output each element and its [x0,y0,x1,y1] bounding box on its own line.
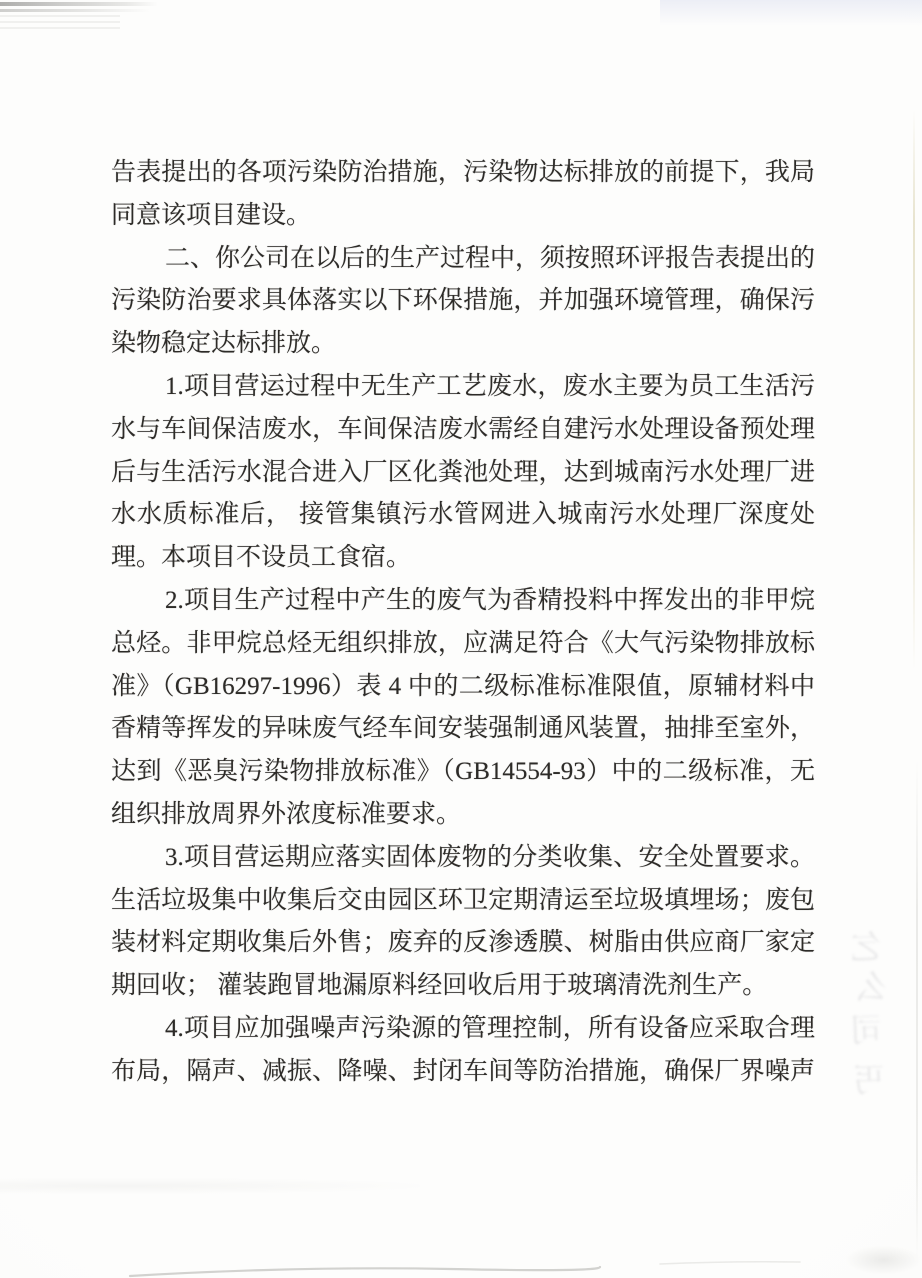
text-line: 香精等挥发的异味废气经车间安装强制通风装置，抽排至室外， [111,715,815,743]
text-line: 总烃。非甲烷总烃无组织排放，应满足符合《大气污染物排放标 [111,629,815,657]
ghost-glyph: 司 [849,1011,883,1049]
text-line: 告表提出的各项污染防治措施，污染物达标排放的前提下，我局 [111,159,815,186]
text-line: 装材料定期收集后外售；废弃的反渗透膜、树脂由供应商厂家定 [111,929,815,957]
scan-tint-artifact [660,0,922,26]
text-line: 后与生活污水混合进入厂区化粪池处理，达到城南污水处理厂进 [111,458,815,486]
document-text [111,152,815,1094]
scan-streak-artifact [0,15,120,33]
scan-shadow-line [0,1240,922,1278]
text-line: 达到《恶臭污染物排放标准》（GB14554-93）中的二级标准，无 [111,758,815,786]
text-line: 生活垃圾集中收集后交由园区环卫定期清运至垃圾填埋场；废包 [111,886,815,914]
text-line: 水与车间保洁废水，车间保洁废水需经自建污水处理设备预处理 [111,415,815,443]
page-edge-shadow [916,760,918,1260]
text-line: 期回收； 灌装跑冒地漏原料经回收后用于玻璃清洗剂生产。 [111,972,768,1000]
scan-shade-artifact [845,1245,922,1275]
text-line: 染物稳定达标排放。 [111,330,337,358]
page-edge-shadow [913,110,915,670]
text-line: 2.项目生产过程中产生的废气为香精投料中挥发出的非甲烷 [165,586,815,614]
text-line: 二、你公司在以后的生产过程中，须按照环评报告表提出的 [165,244,816,272]
ghost-glyph: 乞 [849,928,883,966]
text-line: 准》（GB16297-1996）表 4 中的二级标准标准限值，原辅材料中 [111,672,815,700]
text-line: 同意该项目建设。 [111,201,312,229]
scan-streak-artifact [0,9,150,12]
text-line: 理。本项目不设员工食宿。 [111,544,412,572]
ghost-glyph: 丐 [852,1061,886,1099]
text-line: 1.项目营运过程中无生产工艺废水，废水主要为员工生活污 [165,372,815,400]
scan-streak-artifact [0,2,158,6]
text-line: 组织排放周界外浓度标准要求。 [111,800,462,828]
ghost-glyph: 么 [854,968,888,1006]
text-line: 水水质标准后， 接管集镇污水管网进入城南污水处理厂深度处 [111,501,815,529]
text-line: 布局，隔声、减振、降噪、封闭车间等防治措施，确保厂界噪声 [111,1057,815,1085]
text-line: 4.项目应加强噪声污染源的管理控制，所有设备应采取合理 [165,1014,815,1042]
text-line: 3.项目营运期应落实固体废物的分类收集、安全处置要求。 [165,843,815,871]
scan-shade-artifact [0,1178,420,1194]
text-line: 污染防治要求具体落实以下环保措施，并加强环境管理，确保污 [111,287,815,315]
